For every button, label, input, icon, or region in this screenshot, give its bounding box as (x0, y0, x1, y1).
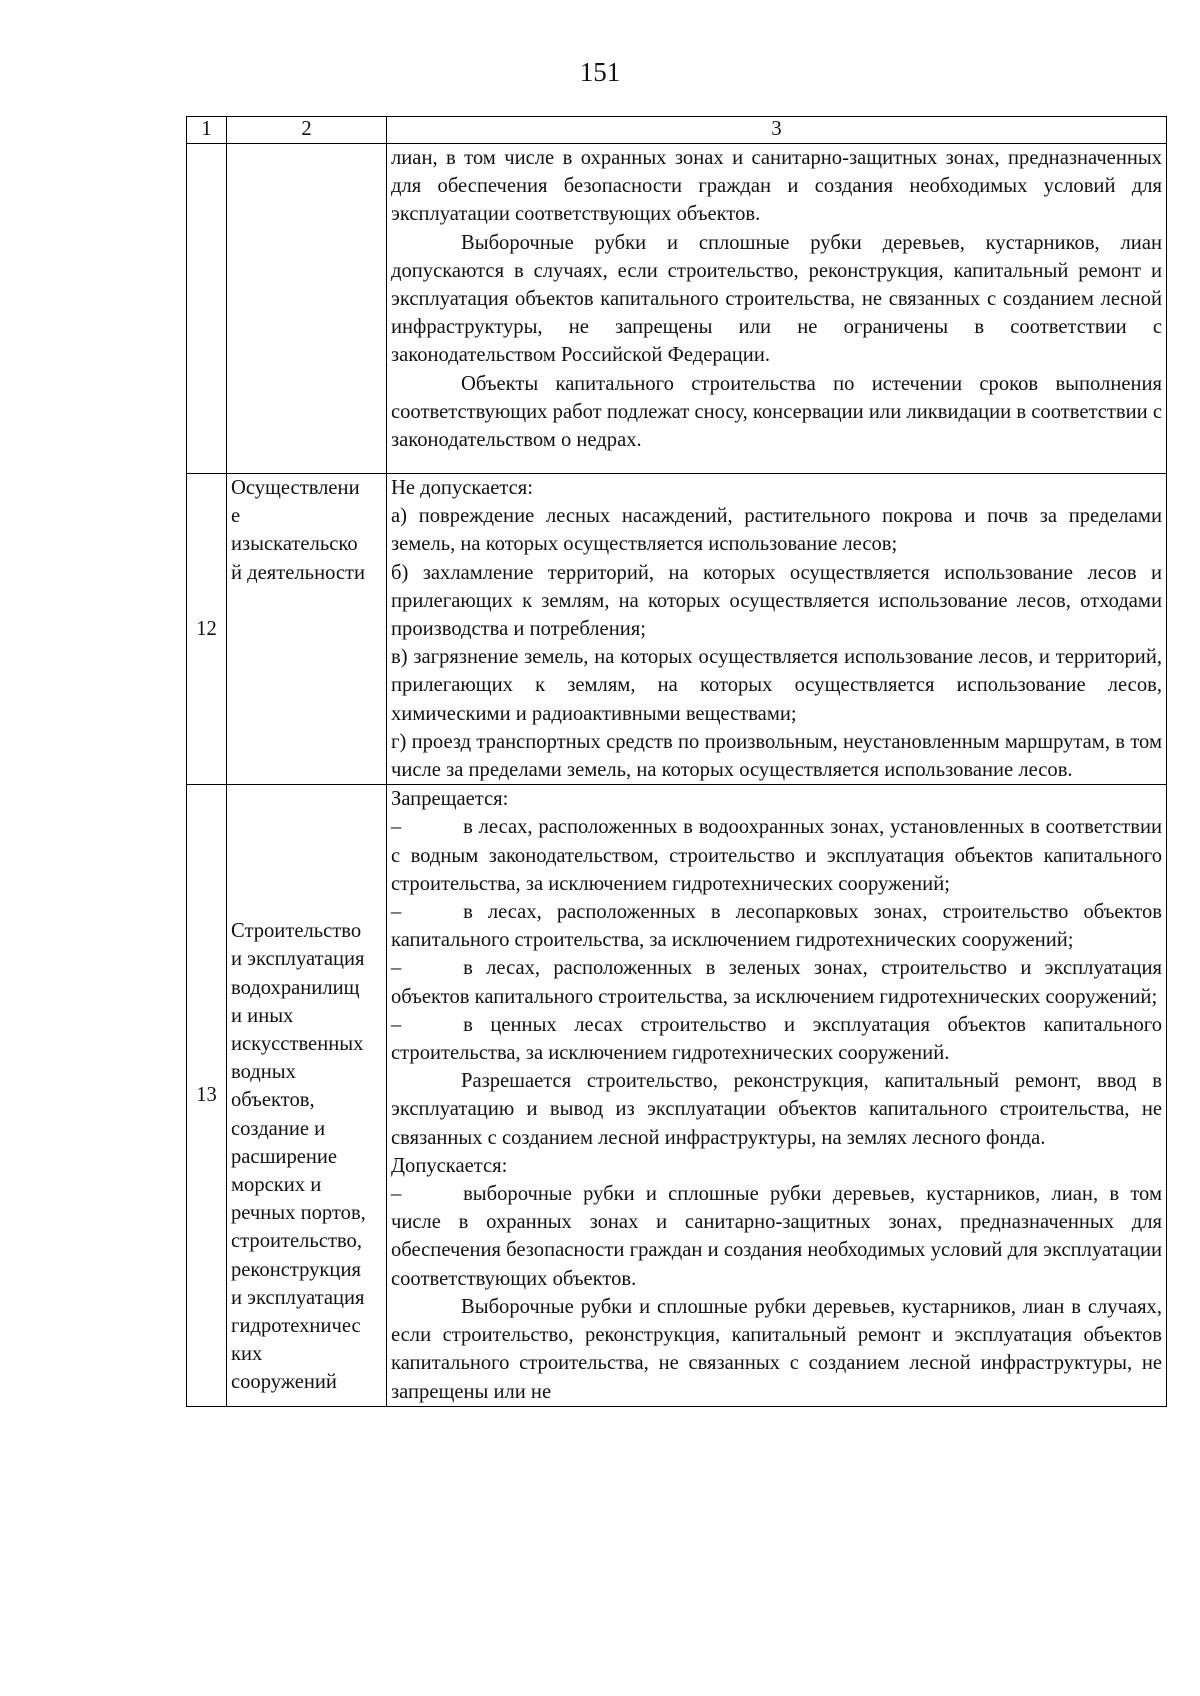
activity-name: Осуществлени е изыскательско й деятельности (227, 474, 387, 785)
table-row (187, 474, 1167, 785)
paragraph: Не допускается: (391, 477, 533, 499)
paragraph: Допускается: (391, 1154, 508, 1177)
requirements-cell (387, 474, 1167, 785)
dash-item: – в ценных лесах строительство и эксплуатация объектов капитального строительства, за исключением гидротехнических сооружений. (391, 1013, 1162, 1065)
table-header-row (187, 117, 1167, 144)
paragraph: Выборочные рубки и сплошные рубки деревьев, кустарников, лиан в случаях, если строительство, реконструкция, капитальный ремонт и эксплуатация объектов капитального строительства, не связанных с созданием лесной инфраструктуры, не запрещены или не (391, 1295, 1162, 1403)
dash-item: – выборочные рубки и сплошные рубки деревьев, кустарников, лиан, в том числе в охранных зонах и санитарно-защитных зонах, предназначенных для обеспечения безопасности граждан и создания необходимых условий для эксплуатации соответствующих объектов. (391, 1183, 1162, 1290)
activity-name (227, 144, 387, 474)
row-number (187, 144, 227, 474)
paragraph: Объекты капитального строительства по истечении сроков выполнения соответствующих работ подлежат сносу, консервации или ликвидации в соответствии с законодательством о недрах. (391, 372, 1162, 452)
paragraph: лиан, в том числе в охранных зонах и санитарно-защитных зонах, предназначенных для обеспечения безопасности граждан и создания необходимых условий для эксплуатации соответствующих объектов. (391, 147, 1162, 226)
header-col-3: 3 (387, 117, 1167, 144)
row-number: 12 (187, 474, 227, 785)
header-col-1: 1 (187, 117, 227, 144)
paragraph: Выборочные рубки и сплошные рубки деревьев, кустарников, лиан допускаются в случаях, если строительство, реконструкция, капитальный ремонт и эксплуатация объектов капитального строительства, не связанных с созданием лесной инфраструктуры, не запрещены или не ограничены в соответствии с законодательством Российской Федерации. (391, 231, 1162, 367)
requirements-cell (387, 785, 1167, 1406)
paragraph: Разрешается строительство, реконструкция, капитальный ремонт, ввод в эксплуатацию и вывод из эксплуатации объектов капитального строительства, не связанных с созданием лесной инфраструктуры, на землях лесного фонда. (391, 1070, 1162, 1149)
header-col-2: 2 (227, 117, 387, 144)
paragraph: г) проезд транспортных средств по произвольным, неустановленным маршрутам, в том числе за пределами земель, на которых осуществляется использование лесов. (391, 730, 1162, 782)
paragraph: Запрещается: (391, 788, 509, 811)
paragraph: а) повреждение лесных насаждений, растительного покрова и почв за пределами земель, на которых осуществляется использование лесов; (391, 505, 1162, 556)
forest-use-table (186, 116, 1167, 1407)
dash-item: – в лесах, расположенных в водоохранных зонах, установленных в соответствии с водным законодательством, строительство и эксплуатация объектов капитального строительства, за исключением гидротехнических сооружений; (391, 816, 1162, 895)
dash-item: – в лесах, расположенных в лесопарковых зонах, строительство объектов капитального строительства, за исключением гидротехнических сооружений; (391, 901, 1162, 952)
table-row (187, 144, 1167, 474)
activity-name: Строительство и эксплуатация водохранилищ и иных искусственных водных объектов, создание и расширение морских и речных портов, строительство, реконструкция и эксплуатация гидротехничес ких сооружений (227, 785, 387, 1406)
dash-item: – в лесах, расположенных в зеленых зонах, строительство и эксплуатация объектов капитального строительства, за исключением гидротехнических сооружений; (391, 957, 1162, 1008)
table-row (187, 785, 1167, 1406)
page-number: 151 (579, 57, 621, 87)
requirements-cell (387, 144, 1167, 474)
paragraph: б) захламление территорий, на которых осуществляется использование лесов и прилегающих к землям, на которых осуществляется использование лесов, отходами производства и потребления; (391, 561, 1162, 641)
paragraph: в) загрязнение земель, на которых осуществляется использование лесов, и территорий, прилегающих к землям, на которых осуществляется использование лесов, химическими и радиоактивными веществами; (391, 646, 1162, 725)
row-number: 13 (187, 785, 227, 1406)
